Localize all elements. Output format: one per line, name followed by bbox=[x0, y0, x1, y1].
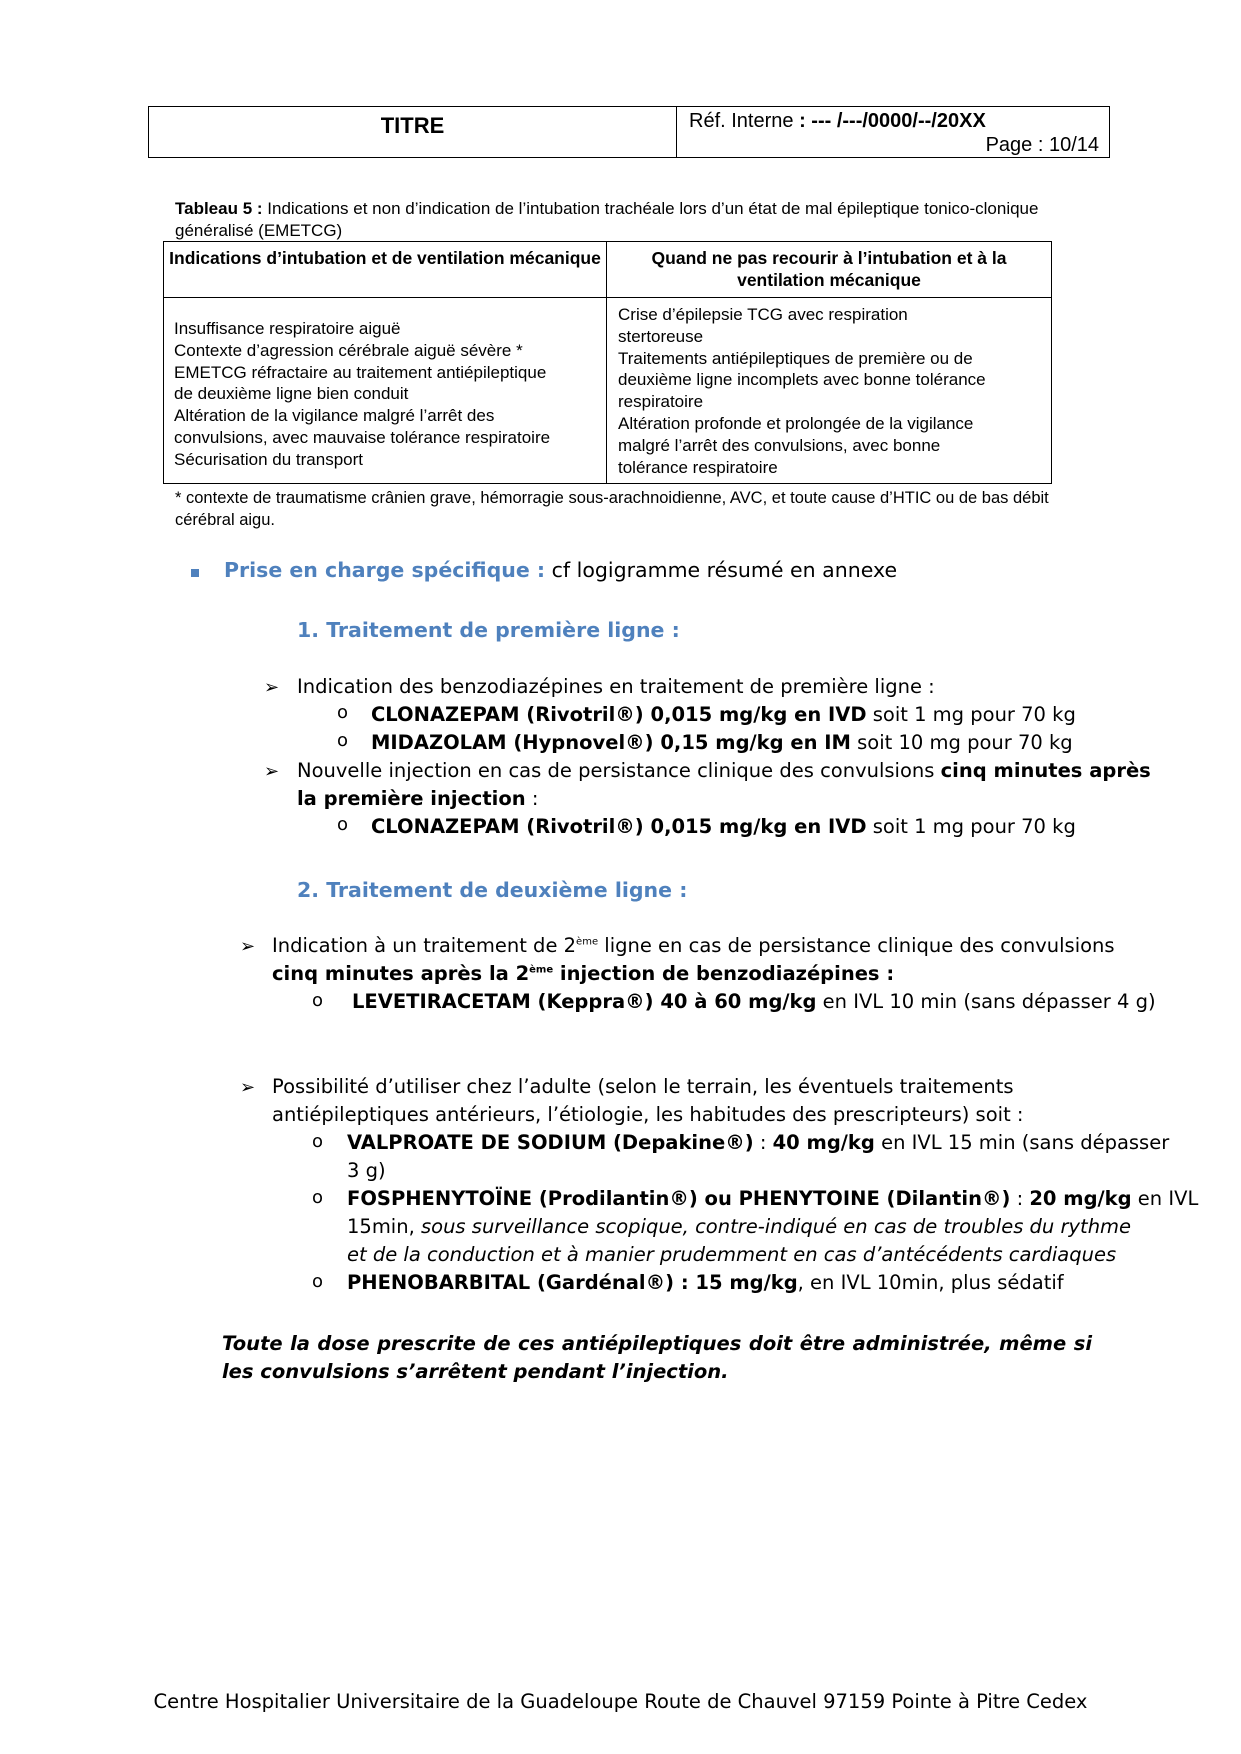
second-line-indication-2: cinq minutes après la 2ème injection de benzodiazépines : bbox=[272, 962, 895, 985]
reinjection-line-2: la première injection : bbox=[297, 787, 539, 810]
phenobarbital-line: PHENOBARBITAL (Gardénal®) : 15 mg/kg, en IVL 10min, plus sédatif bbox=[347, 1271, 1064, 1294]
arrow-bullet-icon: ➢ bbox=[240, 936, 256, 957]
col2-line: Traitements antiépileptiques de première ou de bbox=[618, 348, 973, 368]
doc-title: TITRE bbox=[149, 107, 677, 157]
col1-line: Sécurisation du transport bbox=[174, 449, 363, 469]
ref-block bbox=[677, 107, 1109, 157]
table-footnote: * contexte de traumatisme crânien grave, hémorragie sous-arachnoidienne, AVC, et toute cause d’HTIC ou de bas débit cérébral aigu. bbox=[175, 489, 1049, 529]
levetiracetam-line: LEVETIRACETAM (Keppra®) 40 à 60 mg/kg en IVL 10 min (sans dépasser 4 g) bbox=[352, 990, 1156, 1013]
prise-label: Prise en charge spécifique : bbox=[224, 558, 546, 582]
reinjection-line-1: Nouvelle injection en cas de persistance clinique des convulsions cinq minutes après bbox=[297, 759, 1151, 782]
col1-line: de deuxième ligne bien conduit bbox=[174, 384, 409, 404]
circle-bullet-icon: o bbox=[312, 1131, 324, 1152]
clonazepam-line-2: CLONAZEPAM (Rivotril®) 0,015 mg/kg en IVD soit 1 mg pour 70 kg bbox=[371, 815, 1076, 838]
page-number: Page : 10/14 bbox=[985, 134, 1099, 156]
heading-second-line: 2. Traitement de deuxième ligne : bbox=[297, 878, 688, 902]
col1-header: Indications d’intubation et de ventilation mécanique bbox=[164, 242, 607, 297]
page-footer: Centre Hospitalier Universitaire de la Guadeloupe Route de Chauvel 97159 Pointe à Pitre Cedex bbox=[153, 1690, 1088, 1713]
col2-line: tolérance respiratoire bbox=[618, 457, 778, 477]
midazolam-line: MIDAZOLAM (Hypnovel®) 0,15 mg/kg en IM soit 10 mg pour 70 kg bbox=[371, 731, 1073, 754]
table-caption-text: Indications et non d’indication de l’intubation trachéale lors d’un état de mal épileptique tonico-clonique généralisé (EMETCG) bbox=[175, 199, 1039, 240]
first-line-indication: Indication des benzodiazépines en traitement de première ligne : bbox=[297, 675, 935, 698]
arrow-bullet-icon: ➢ bbox=[264, 761, 280, 782]
arrow-bullet-icon: ➢ bbox=[264, 677, 280, 698]
fosphenytoine-line-2: 15min, sous surveillance scopique, contre-indiqué en cas de troubles du rythme bbox=[347, 1215, 1132, 1238]
square-bullet-icon bbox=[191, 569, 199, 577]
col2-line: respiratoire bbox=[618, 392, 704, 412]
col2-cell bbox=[607, 298, 1051, 483]
col2-line: deuxième ligne incomplets avec bonne tolérance bbox=[618, 370, 986, 390]
col2-line: malgré l’arrêt des convulsions, avec bonne bbox=[618, 435, 941, 455]
table-body-row bbox=[164, 298, 1051, 483]
col1-cell bbox=[164, 298, 607, 483]
final-note: Toute la dose prescrite de ces antiépileptiques doit être administrée, même si les convulsions s’arrêtent pendant l’injection. bbox=[222, 1332, 1092, 1383]
fosphenytoine-line-1: FOSPHENYTOÏNE (Prodilantin®) ou PHENYTOINE (Dilantin®) : 20 mg/kg en IVL bbox=[347, 1187, 1199, 1210]
col1-line: Insuffisance respiratoire aiguë bbox=[174, 319, 401, 338]
ref-value: : --- /---/0000/--/20XX bbox=[799, 110, 986, 132]
heading-first-line: 1. Traitement de première ligne : bbox=[297, 618, 680, 642]
col1-line: Altération de la vigilance malgré l’arrêt des bbox=[174, 406, 495, 426]
clonazepam-line-1: CLONAZEPAM (Rivotril®) 0,015 mg/kg en IVD soit 1 mg pour 70 kg bbox=[371, 703, 1076, 726]
col2-line: stertoreuse bbox=[618, 326, 704, 346]
valproate-line-1: VALPROATE DE SODIUM (Depakine®) : 40 mg/kg en IVL 15 min (sans dépasser bbox=[347, 1131, 1170, 1154]
fosphenytoine-line-3: et de la conduction et à manier prudemment en cas d’antécédents cardiaques bbox=[347, 1243, 1117, 1266]
valproate-line-2: 3 g) bbox=[347, 1159, 386, 1182]
circle-bullet-icon: o bbox=[312, 1271, 324, 1292]
arrow-bullet-icon: ➢ bbox=[240, 1077, 256, 1098]
possibility-line-1: Possibilité d’utiliser chez l’adulte (selon le terrain, les éventuels traitements bbox=[272, 1075, 1014, 1098]
table-header-row bbox=[164, 242, 1051, 298]
prise-en-charge-line bbox=[224, 558, 897, 582]
col1-line: Contexte d’agression cérébrale aiguë sévère * bbox=[174, 340, 523, 360]
indications-table bbox=[163, 241, 1052, 484]
second-line-indication-1: Indication à un traitement de 2ème ligne en cas de persistance clinique des convulsions bbox=[272, 934, 1115, 957]
col1-line: convulsions, avec mauvaise tolérance respiratoire bbox=[174, 427, 551, 447]
col2-header: Quand ne pas recourir à l’intubation et à la ventilation mécanique bbox=[651, 248, 1007, 290]
table-caption-label: Tableau 5 : bbox=[175, 199, 263, 218]
circle-bullet-icon: o bbox=[337, 702, 349, 723]
circle-bullet-icon: o bbox=[312, 990, 324, 1011]
col2-line: Altération profonde et prolongée de la vigilance bbox=[618, 413, 974, 433]
prise-text: cf logigramme résumé en annexe bbox=[551, 558, 898, 582]
ref-label: Réf. Interne bbox=[689, 110, 794, 132]
header-box bbox=[148, 106, 1110, 158]
table-caption bbox=[175, 198, 1055, 242]
possibility-line-2: antiépileptiques antérieurs, l’étiologie, les habitudes des prescripteurs) soit : bbox=[272, 1103, 1024, 1126]
circle-bullet-icon: o bbox=[337, 814, 349, 835]
circle-bullet-icon: o bbox=[337, 730, 349, 751]
col1-line: EMETCG réfractaire au traitement antiépileptique bbox=[174, 362, 547, 382]
col2-line: Crise d’épilepsie TCG avec respiration bbox=[618, 305, 908, 324]
circle-bullet-icon: o bbox=[312, 1187, 324, 1208]
